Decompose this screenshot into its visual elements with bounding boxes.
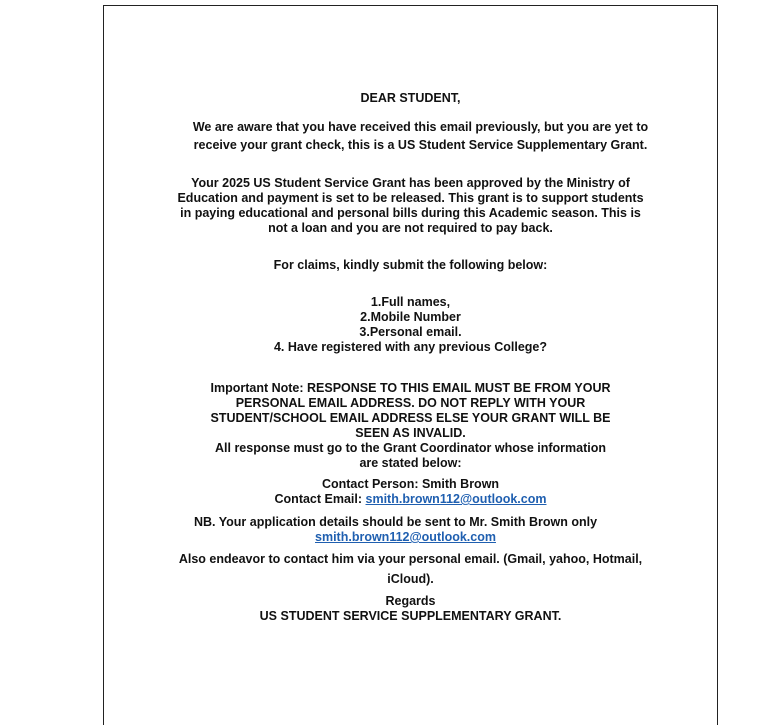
- closing-block: [104, 594, 717, 624]
- requirements-list: [104, 295, 717, 355]
- contact-block: [104, 477, 717, 507]
- nb-email-link[interactable]: smith.brown112@outlook.com: [315, 530, 496, 544]
- important-note: Important Note: RESPONSE TO THIS EMAIL MUST BE FROM YOUR PERSONAL EMAIL ADDRESS. DO NOT REPLY WITH YOUR STUDENT/SCHOOL EMAIL ADDRESS ELSE YOUR GRANT WILL BE SEEN AS INVALID. All response must go to the Grant Coordinator whose information are stated below:: [210, 381, 611, 470]
- document-page: [103, 5, 718, 725]
- claims-intro: For claims, kindly submit the following below:: [273, 258, 548, 272]
- approval-paragraph: Your 2025 US Student Service Grant has been approved by the Ministry of Education and payment is set to be released. This grant is to support students in paying educational and personal bills during this Academic season. This is not a loan and you are not required to pay back.: [177, 176, 644, 235]
- salutation: DEAR STUDENT,: [360, 91, 461, 105]
- list-item: 3.Personal email.: [359, 325, 462, 339]
- intro-paragraph: We are aware that you have received this email previously, but you are yet to receive your grant check, this is a US Student Service Supplementary Grant.: [192, 120, 649, 152]
- contact-email-line: Contact Email: smith.brown112@outlook.com: [274, 492, 547, 506]
- list-item: 2.Mobile Number: [360, 310, 461, 324]
- list-item: 4. Have registered with any previous College?: [273, 340, 547, 354]
- contact-email-link[interactable]: smith.brown112@outlook.com: [365, 492, 547, 506]
- closing: Regards: [385, 594, 436, 608]
- nb-block: [104, 515, 717, 545]
- list-item: 1.Full names,: [370, 295, 451, 309]
- contact-person: Contact Person: Smith Brown: [321, 477, 500, 491]
- endeavor-paragraph: Also endeavor to contact him via your personal email. (Gmail, yahoo, Hotmail, iCloud).: [178, 552, 643, 586]
- nb-line: NB. Your application details should be sent to Mr. Smith Brown only: [193, 515, 598, 529]
- signature: US STUDENT SERVICE SUPPLEMENTARY GRANT.: [259, 609, 562, 623]
